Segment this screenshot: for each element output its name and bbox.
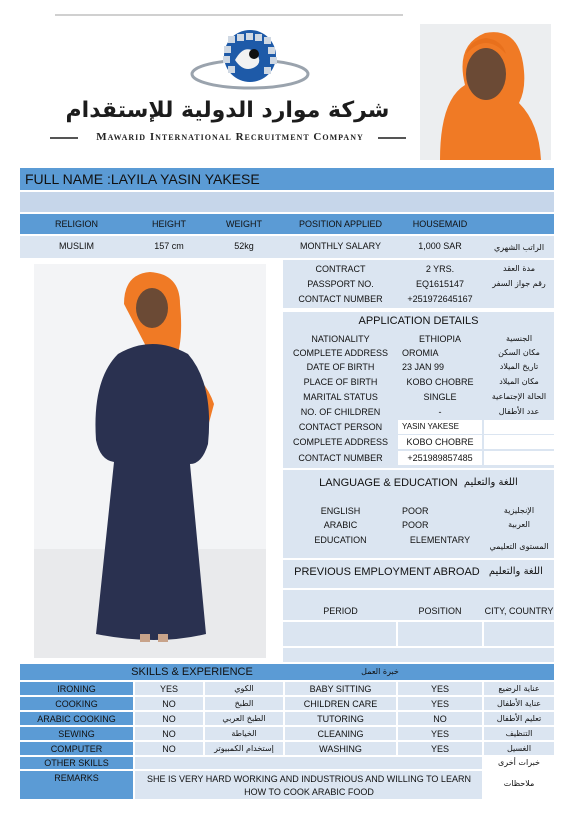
remarks-label: REMARKS bbox=[54, 773, 99, 783]
other-skills-arabic: خبرات أخرى bbox=[498, 758, 540, 767]
passport-value: EQ1615147 bbox=[415, 278, 465, 289]
remarks-arabic: ملاحظات bbox=[503, 779, 535, 788]
skills-title-ar: خبرة العمل bbox=[361, 667, 399, 676]
employment-title-ar: اللغة والتعليم bbox=[488, 566, 543, 577]
header-religion: RELIGION bbox=[54, 219, 98, 229]
header-housemaid: HOUSEMAID bbox=[412, 219, 468, 229]
employment-title-en: PREVIOUS EMPLOYMENT ABROAD bbox=[294, 566, 480, 578]
full-name-bar bbox=[20, 168, 554, 190]
english-arabic: الإنجليزية bbox=[503, 506, 535, 515]
application-row-label: COMPLETE ADDRESS bbox=[292, 437, 389, 447]
full-name-label: FULL NAME :LAYILA YASIN YAKESE bbox=[25, 171, 260, 187]
header-height: HEIGHT bbox=[151, 219, 186, 229]
skill-name: COMPUTER bbox=[50, 743, 103, 754]
language-title-ar: اللغة والتعليم bbox=[463, 477, 518, 488]
education-value: ELEMENTARY bbox=[409, 535, 471, 545]
application-row-label: MARITAL STATUS bbox=[303, 392, 378, 402]
application-row-blank bbox=[484, 420, 554, 434]
application-row-arabic: الحالة الإجتماعية bbox=[491, 392, 547, 401]
english-value: POOR bbox=[402, 506, 429, 516]
education-arabic: المستوى التعليمي bbox=[489, 542, 549, 551]
skill-arabic: الكوي bbox=[234, 683, 254, 693]
skill-value-right: YES bbox=[430, 728, 449, 739]
skill-name: IRONING bbox=[57, 683, 96, 694]
skills-title: SKILLS & EXPERIENCE bbox=[131, 666, 253, 678]
height-value: 157 cm bbox=[154, 241, 184, 251]
application-row-value: YASIN YAKESE bbox=[398, 420, 482, 434]
skill-name-right: TUTORING bbox=[317, 713, 364, 724]
arabic-label: ARABIC bbox=[323, 520, 358, 530]
skill-value: NO bbox=[162, 728, 176, 739]
skill-value-right: NO bbox=[433, 713, 447, 724]
application-row-value: OROMIA bbox=[402, 348, 439, 358]
application-row-blank bbox=[484, 451, 554, 465]
arabic-arabic: العربية bbox=[508, 520, 530, 529]
logo-arabic-name: شركة موارد الدولية للإستقدام bbox=[65, 98, 390, 123]
skill-value: NO bbox=[162, 713, 176, 724]
application-row-value: +251989857485 bbox=[398, 451, 482, 465]
contract-label: CONTRACT bbox=[315, 263, 366, 274]
application-row-arabic: الجنسية bbox=[505, 334, 533, 343]
application-row-value: KOBO CHOBRE bbox=[406, 377, 474, 387]
logo-english-name: Mawarid International Recruitment Company bbox=[96, 131, 364, 143]
contact-number-label: CONTACT NUMBER bbox=[298, 293, 383, 304]
skill-name-right: BABY SITTING bbox=[309, 683, 372, 694]
passport-label: PASSPORT NO. bbox=[307, 278, 374, 289]
skill-value-right: YES bbox=[430, 743, 449, 754]
full-body-photo bbox=[34, 264, 266, 658]
weight-value: 52kg bbox=[234, 241, 254, 251]
application-row-arabic: مكان السكن bbox=[498, 348, 540, 357]
application-row-value: 23 JAN 99 bbox=[402, 362, 445, 372]
arabic-value: POOR bbox=[402, 520, 429, 530]
skill-arabic-right: عناية الرضيع bbox=[498, 683, 540, 693]
employment-title bbox=[283, 560, 554, 584]
monthly-salary-label: MONTHLY SALARY bbox=[299, 241, 382, 251]
application-row-label: DATE OF BIRTH bbox=[306, 362, 375, 372]
skill-name-right: CHILDREN CARE bbox=[303, 698, 378, 709]
skill-arabic: إستخدام الكمبيوتر bbox=[214, 743, 274, 753]
language-title bbox=[283, 470, 554, 496]
education-label: EDUCATION bbox=[314, 535, 367, 545]
employment-row-2 bbox=[283, 648, 554, 662]
spacer-band bbox=[20, 192, 554, 212]
logo-rule-right bbox=[378, 137, 406, 139]
skill-arabic-right: الغسيل bbox=[506, 743, 532, 753]
skill-arabic: الخياطة bbox=[231, 728, 257, 738]
application-row-value: KOBO CHOBRE bbox=[398, 435, 482, 449]
monthly-salary-arabic: الراتب الشهري bbox=[493, 243, 545, 252]
remarks-text: SHE IS VERY HARD WORKING AND INDUSTRIOUS AND WILLING TO LEARN HOW TO COOK ARABIC FOOD bbox=[147, 774, 471, 797]
application-row-arabic: تاريخ الميلاد bbox=[499, 362, 539, 371]
skill-name: ARABIC COOKING bbox=[37, 713, 116, 724]
company-logo bbox=[40, 22, 410, 152]
application-row-label: NATIONALITY bbox=[311, 334, 370, 344]
application-row-value: ETHIOPIA bbox=[418, 334, 461, 344]
other-skills-label: OTHER SKILLS bbox=[44, 758, 109, 768]
application-row-label: CONTACT PERSON bbox=[298, 422, 383, 432]
employment-header-position: POSITION bbox=[418, 606, 462, 616]
religion-value: MUSLIM bbox=[58, 241, 94, 251]
application-row-label: PLACE OF BIRTH bbox=[303, 377, 378, 387]
skill-name: COOKING bbox=[55, 698, 98, 709]
employment-row-1c bbox=[484, 622, 554, 646]
application-row-arabic: مكان الميلاد bbox=[499, 377, 539, 386]
application-row-value: - bbox=[438, 407, 442, 417]
skill-arabic: الطبخ العربي bbox=[222, 713, 266, 723]
globe-emblem bbox=[40, 22, 410, 102]
logo-rule-left bbox=[50, 137, 78, 139]
contact-number-value: +251972645167 bbox=[407, 293, 473, 304]
skill-arabic-right: التنظيف bbox=[505, 728, 533, 738]
english-label: ENGLISH bbox=[320, 506, 361, 516]
employment-row-1b bbox=[398, 622, 482, 646]
skill-value-right: YES bbox=[430, 683, 449, 694]
skill-arabic: الطبخ bbox=[234, 698, 254, 708]
employment-header-period: PERIOD bbox=[323, 606, 358, 616]
language-title-en: LANGUAGE & EDUCATION bbox=[319, 477, 458, 489]
application-row-label: NO. OF CHILDREN bbox=[300, 407, 381, 417]
application-row-label: COMPLETE ADDRESS bbox=[292, 348, 389, 358]
skill-value: NO bbox=[162, 698, 176, 709]
employment-header-city: CITY, COUNTRY bbox=[484, 606, 554, 616]
contract-value: 2 YRS. bbox=[425, 263, 455, 274]
skill-value: YES bbox=[159, 683, 178, 694]
skill-arabic-right: عناية الأطفال bbox=[496, 698, 542, 708]
passport-arabic: رقم جواز السفر bbox=[492, 278, 546, 288]
application-row-blank bbox=[484, 435, 554, 449]
skill-name: SEWING bbox=[58, 728, 95, 739]
header-weight: WEIGHT bbox=[226, 219, 262, 229]
contract-arabic: مدة العقد bbox=[503, 263, 535, 273]
header-position: POSITION APPLIED bbox=[298, 219, 383, 229]
application-row-arabic: عدد الأطفال bbox=[498, 407, 540, 416]
skill-arabic-right: تعليم الأطفال bbox=[496, 713, 542, 723]
monthly-salary-value: 1,000 SAR bbox=[418, 241, 462, 251]
skill-value: NO bbox=[162, 743, 176, 754]
skill-name-right: CLEANING bbox=[317, 728, 364, 739]
employment-row-1 bbox=[283, 622, 396, 646]
other-skills-value-cell bbox=[135, 757, 482, 769]
application-row-label: CONTACT NUMBER bbox=[298, 453, 383, 463]
top-rule bbox=[55, 14, 403, 16]
application-title: APPLICATION DETAILS bbox=[358, 315, 479, 327]
application-row-value: SINGLE bbox=[423, 392, 457, 402]
skill-name-right: WASHING bbox=[319, 743, 362, 754]
portrait-photo bbox=[420, 24, 551, 160]
skill-value-right: YES bbox=[430, 698, 449, 709]
